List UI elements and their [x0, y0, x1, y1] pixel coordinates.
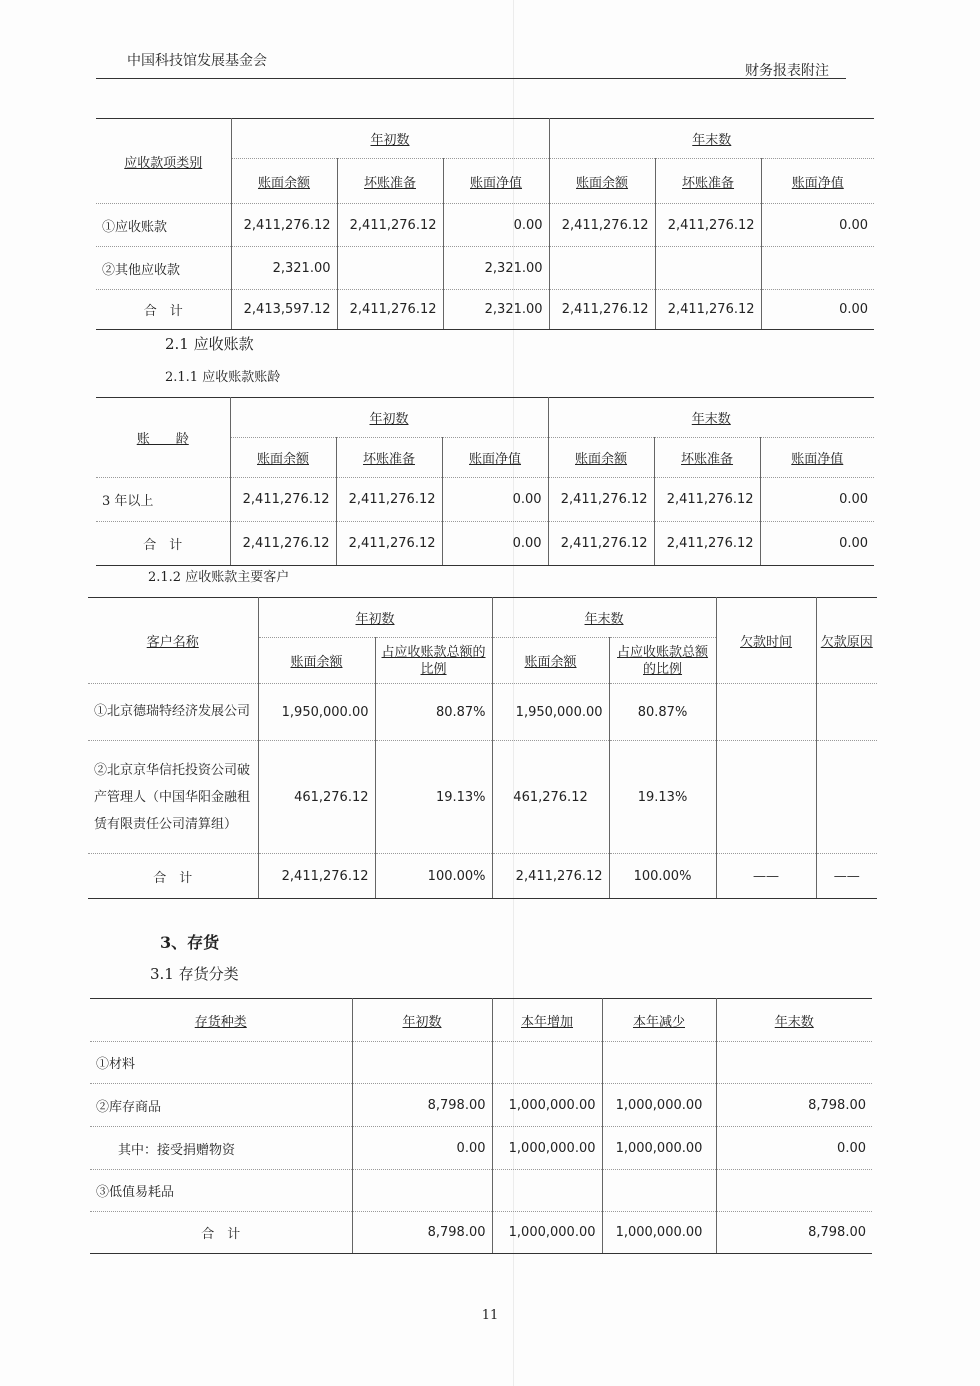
- cell: 8,798.00: [716, 1212, 872, 1254]
- row-label: 其中：接受捐赠物资: [90, 1127, 352, 1170]
- header-book-balance: 账面余额: [492, 638, 609, 684]
- cell: 1,000,000.00: [492, 1127, 602, 1170]
- corner-header: 账 龄: [96, 398, 230, 478]
- section-2-1-1-title: 2.1.1 应收账款账龄: [165, 370, 281, 385]
- cell: [492, 1170, 602, 1212]
- cell: 1,000,000.00: [602, 1127, 716, 1170]
- header-increase: 本年增加: [492, 999, 602, 1042]
- cell: 2,411,276.12: [654, 478, 760, 522]
- header-rule: [96, 78, 846, 79]
- cell: 2,413,597.12: [231, 290, 337, 330]
- cell: [816, 741, 877, 854]
- header-decrease: 本年减少: [602, 999, 716, 1042]
- cell: [716, 1170, 872, 1212]
- cell: 2,411,276.12: [230, 522, 336, 566]
- cell: [602, 1170, 716, 1212]
- section-3-title: 3、存货: [160, 933, 220, 952]
- cell: [816, 684, 877, 741]
- corner-header: 客户名称: [88, 598, 258, 684]
- inventory-category-table: [90, 998, 872, 1254]
- cell: 2,411,276.12: [336, 522, 442, 566]
- header-net-value: 账面净值: [442, 438, 548, 478]
- cell: 2,411,276.12: [337, 290, 443, 330]
- cell: 8,798.00: [352, 1212, 492, 1254]
- cell: 2,411,276.12: [549, 204, 655, 247]
- table-row: [96, 247, 874, 290]
- header-owe-time: 欠款时间: [716, 598, 816, 684]
- cell: 2,411,276.12: [337, 204, 443, 247]
- header-owe-reason: 欠款原因: [816, 598, 877, 684]
- header-closing: 年末数: [548, 398, 874, 438]
- cell: 2,321.00: [443, 247, 549, 290]
- row-label: ①北京德瑞特经济发展公司: [88, 684, 258, 741]
- cell: 2,411,276.12: [548, 478, 654, 522]
- header-net-value: 账面净值: [443, 159, 549, 204]
- row-label: 合 计: [90, 1212, 352, 1254]
- table-row: [96, 478, 874, 522]
- cell: [549, 247, 655, 290]
- cell: [716, 741, 816, 854]
- cell: 100.00%: [609, 854, 716, 899]
- cell: [716, 684, 816, 741]
- cell: 8,798.00: [716, 1084, 872, 1127]
- section-2-1-2-title: 2.1.2 应收账款主要客户: [148, 570, 290, 585]
- header-bad-debt: 坏账准备: [337, 159, 443, 204]
- header-book-balance: 账面余额: [230, 438, 336, 478]
- cell: ——: [816, 854, 877, 899]
- header-opening: 年初数: [231, 119, 549, 159]
- section-2-1-title: 2.1 应收账款: [165, 335, 254, 353]
- cell: 19.13%: [375, 741, 492, 854]
- row-label: ①应收账款: [96, 204, 231, 247]
- cell: [352, 1170, 492, 1212]
- row-label: ②其他应收款: [96, 247, 231, 290]
- cell: 0.00: [760, 522, 874, 566]
- cell: 0.00: [716, 1127, 872, 1170]
- header-opening: 年初数: [230, 398, 548, 438]
- cell: 1,000,000.00: [602, 1084, 716, 1127]
- cell: 0.00: [442, 522, 548, 566]
- cell: 1,000,000.00: [492, 1212, 602, 1254]
- cell: [655, 247, 761, 290]
- header-opening: 年初数: [352, 999, 492, 1042]
- cell: 0.00: [443, 204, 549, 247]
- table-row: [90, 1084, 872, 1127]
- page-number: 11: [481, 1308, 499, 1323]
- row-label: 合 计: [88, 854, 258, 899]
- cell: 1,000,000.00: [602, 1212, 716, 1254]
- header-book-balance: 账面余额: [548, 438, 654, 478]
- cell: 461,276.12: [492, 741, 609, 854]
- cell: 2,411,276.12: [258, 854, 375, 899]
- cell: 2,411,276.12: [492, 854, 609, 899]
- row-label: 3 年以上: [96, 478, 230, 522]
- cell: [352, 1042, 492, 1084]
- cell: 0.00: [352, 1127, 492, 1170]
- header-row: [90, 999, 872, 1042]
- table-row-total: [90, 1212, 872, 1254]
- receivables-aging-table: [96, 397, 874, 566]
- cell: 1,950,000.00: [258, 684, 375, 741]
- receivables-category-table: [96, 118, 874, 330]
- cell: [761, 247, 874, 290]
- header-closing: 年末数: [716, 999, 872, 1042]
- cell: 2,411,276.12: [654, 522, 760, 566]
- cell: 461,276.12: [258, 741, 375, 854]
- row-label: 合 计: [96, 290, 231, 330]
- row-label: ②北京京华信托投资公司破产管理人（中国华阳金融租赁有限责任公司清算组）: [88, 741, 258, 854]
- header-opening: 年初数: [258, 598, 492, 638]
- table-row: [90, 1127, 872, 1170]
- header-book-balance: 账面余额: [258, 638, 375, 684]
- table-row-total: [88, 854, 877, 899]
- header-bad-debt: 坏账准备: [654, 438, 760, 478]
- header-category: 存货种类: [90, 999, 352, 1042]
- table-row: [90, 1042, 872, 1084]
- cell: 0.00: [442, 478, 548, 522]
- header-closing: 年末数: [549, 119, 874, 159]
- row-label: ①材料: [90, 1042, 352, 1084]
- cell: [602, 1042, 716, 1084]
- table-row-total: [96, 290, 874, 330]
- cell: [492, 1042, 602, 1084]
- cell: 0.00: [761, 204, 874, 247]
- header-book-balance: 账面余额: [549, 159, 655, 204]
- cell: 1,000,000.00: [492, 1084, 602, 1127]
- row-label: ③低值易耗品: [90, 1170, 352, 1212]
- corner-header: 应收款项类别: [96, 119, 231, 204]
- cell: 0.00: [760, 478, 874, 522]
- cell: 2,411,276.12: [548, 522, 654, 566]
- cell: 8,798.00: [352, 1084, 492, 1127]
- cell: [337, 247, 443, 290]
- cell: 2,411,276.12: [549, 290, 655, 330]
- cell: 0.00: [761, 290, 874, 330]
- cell: 100.00%: [375, 854, 492, 899]
- cell: 2,411,276.12: [655, 204, 761, 247]
- table-row: [88, 684, 877, 741]
- cell: 2,321.00: [231, 247, 337, 290]
- cell: 19.13%: [609, 741, 716, 854]
- section-3-1-title: 3.1 存货分类: [150, 965, 239, 983]
- cell: ——: [716, 854, 816, 899]
- cell: 2,411,276.12: [230, 478, 336, 522]
- header-net-value: 账面净值: [760, 438, 874, 478]
- header-ratio: 占应收账款总额的比例: [375, 638, 492, 684]
- table-row: [88, 741, 877, 854]
- row-label: ②库存商品: [90, 1084, 352, 1127]
- cell: 80.87%: [609, 684, 716, 741]
- major-customers-table: [88, 597, 877, 899]
- cell: 2,411,276.12: [655, 290, 761, 330]
- table-row-total: [96, 522, 874, 566]
- cell: 1,950,000.00: [492, 684, 609, 741]
- header-bad-debt: 坏账准备: [336, 438, 442, 478]
- table-row: [96, 204, 874, 247]
- header-bad-debt: 坏账准备: [655, 159, 761, 204]
- header-net-value: 账面净值: [761, 159, 874, 204]
- header-book-balance: 账面余额: [231, 159, 337, 204]
- header-document-title: 财务报表附注: [745, 63, 829, 79]
- row-label: 合 计: [96, 522, 230, 566]
- cell: [716, 1042, 872, 1084]
- header-ratio: 占应收账款总额的比例: [609, 638, 716, 684]
- cell: 2,411,276.12: [231, 204, 337, 247]
- table-row: [90, 1170, 872, 1212]
- cell: 2,411,276.12: [336, 478, 442, 522]
- cell: 2,321.00: [443, 290, 549, 330]
- cell: 80.87%: [375, 684, 492, 741]
- header-closing: 年末数: [492, 598, 716, 638]
- header-organization: 中国科技馆发展基金会: [127, 53, 267, 69]
